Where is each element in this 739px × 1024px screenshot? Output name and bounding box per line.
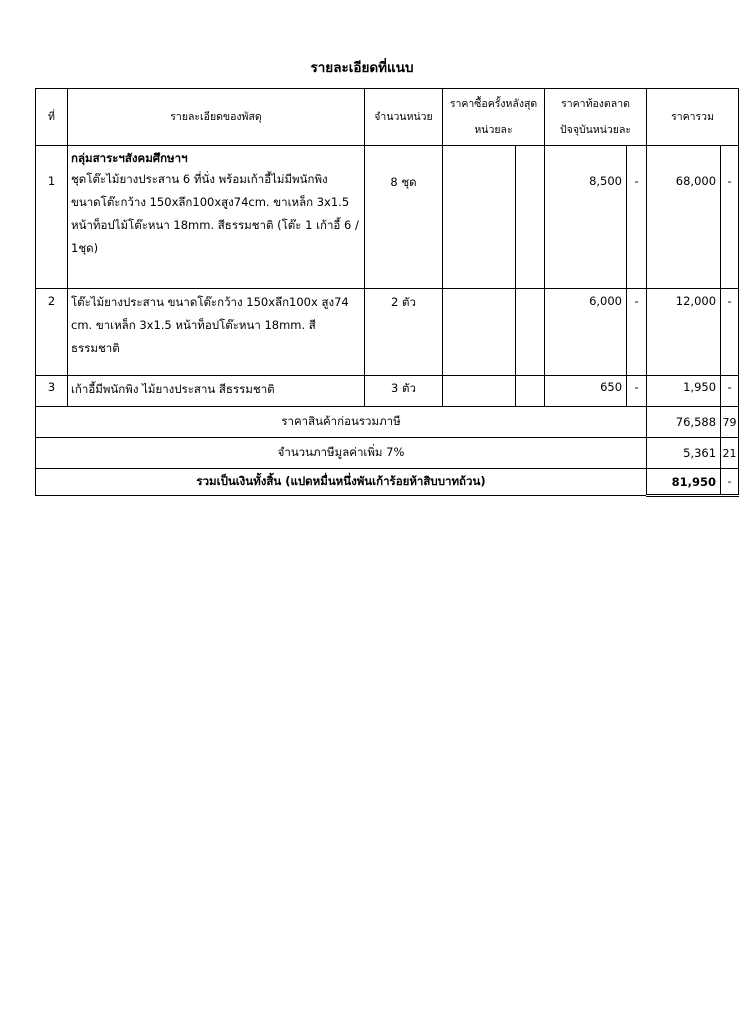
row-no: 2 [36,289,68,376]
grand-total-row [36,469,739,496]
header-market-line1: ราคาท้องตลาด [561,98,630,110]
header-market-price [545,89,647,146]
row-last-satang [516,146,545,289]
grand-total-satang: - [721,469,739,496]
row-qty: 3 ตัว [365,376,443,407]
row-detail-text: ชุดโต๊ะไม้ยางประสาน 6 ที่นั่ง พร้อมเก้าอี้ไม่มีพนักพิง ขนาดโต๊ะกว้าง 150xลึก100xสูง74cm. ขาเหล็ก 3x1.5 หน้าท็อปไม้โต๊ะหนา 18mm. สีธรรมชาติ (โต๊ะ 1 เก้าอี้ 6 / 1ชุด) [71,172,359,255]
row-last-baht [443,376,516,407]
vat-satang: 21 [721,438,739,469]
detail-table [35,88,739,497]
header-last-price-line1: ราคาซื้อครั้งหลังสุด [449,98,538,110]
row-market-baht: 6,000 [545,289,627,376]
row-qty: 2 ตัว [365,289,443,376]
row-detail [68,146,365,289]
header-market-line2: ปัจจุบันหน่วยละ [560,124,632,136]
row-total-baht: 68,000 [647,146,721,289]
table-row [36,376,739,407]
header-qty: จำนวนหน่วย [365,89,443,146]
row-total-baht: 1,950 [647,376,721,407]
row-market-satang: - [627,146,647,289]
row-market-satang: - [627,289,647,376]
vat-row [36,438,739,469]
row-detail [68,289,365,376]
row-detail [68,376,365,407]
page-title: รายละเอียดที่แนบ [310,60,414,76]
header-row [36,89,739,146]
subtotal-label: ราคาสินค้าก่อนรวมภาษี [36,407,647,438]
row-detail-text: โต๊ะไม้ยางประสาน ขนาดโต๊ะกว้าง 150xลึก100x สูง74 cm. ขาเหล็ก 3x1.5 หน้าท็อปโต๊ะหนา 18mm. สีธรรมชาติ [71,295,349,355]
row-last-satang [516,376,545,407]
subtotal-baht: 76,588 [647,407,721,438]
header-total: ราคารวม [647,89,739,146]
header-last-price-line2: หน่วยละ [474,124,513,136]
row-total-satang: - [721,289,739,376]
row-last-satang [516,289,545,376]
row-group: กลุ่มสาระฯสังคมศึกษาฯ [71,151,188,165]
subtotal-row [36,407,739,438]
table-row [36,146,739,289]
header-no: ที่ [36,89,68,146]
row-no: 3 [36,376,68,407]
row-market-baht: 650 [545,376,627,407]
row-market-satang: - [627,376,647,407]
grand-total-label: รวมเป็นเงินทั้งสิ้น (แปดหมื่นหนึ่งพันเก้าร้อยห้าสิบบาทถ้วน) [36,469,647,496]
row-no: 1 [36,146,68,289]
header-last-price [443,89,545,146]
grand-total-baht: 81,950 [647,469,721,496]
row-total-satang: - [721,376,739,407]
row-last-baht [443,146,516,289]
vat-label: จำนวนภาษีมูลค่าเพิ่ม 7% [36,438,647,469]
subtotal-satang: 79 [721,407,739,438]
row-total-satang: - [721,146,739,289]
row-qty: 8 ชุด [365,146,443,289]
vat-baht: 5,361 [647,438,721,469]
header-detail: รายละเอียดของพัสดุ [68,89,365,146]
table-row [36,289,739,376]
row-detail-text: เก้าอี้มีพนักพิง ไม้ยางประสาน สีธรรมชาติ [71,382,275,396]
row-total-baht: 12,000 [647,289,721,376]
row-last-baht [443,289,516,376]
row-market-baht: 8,500 [545,146,627,289]
